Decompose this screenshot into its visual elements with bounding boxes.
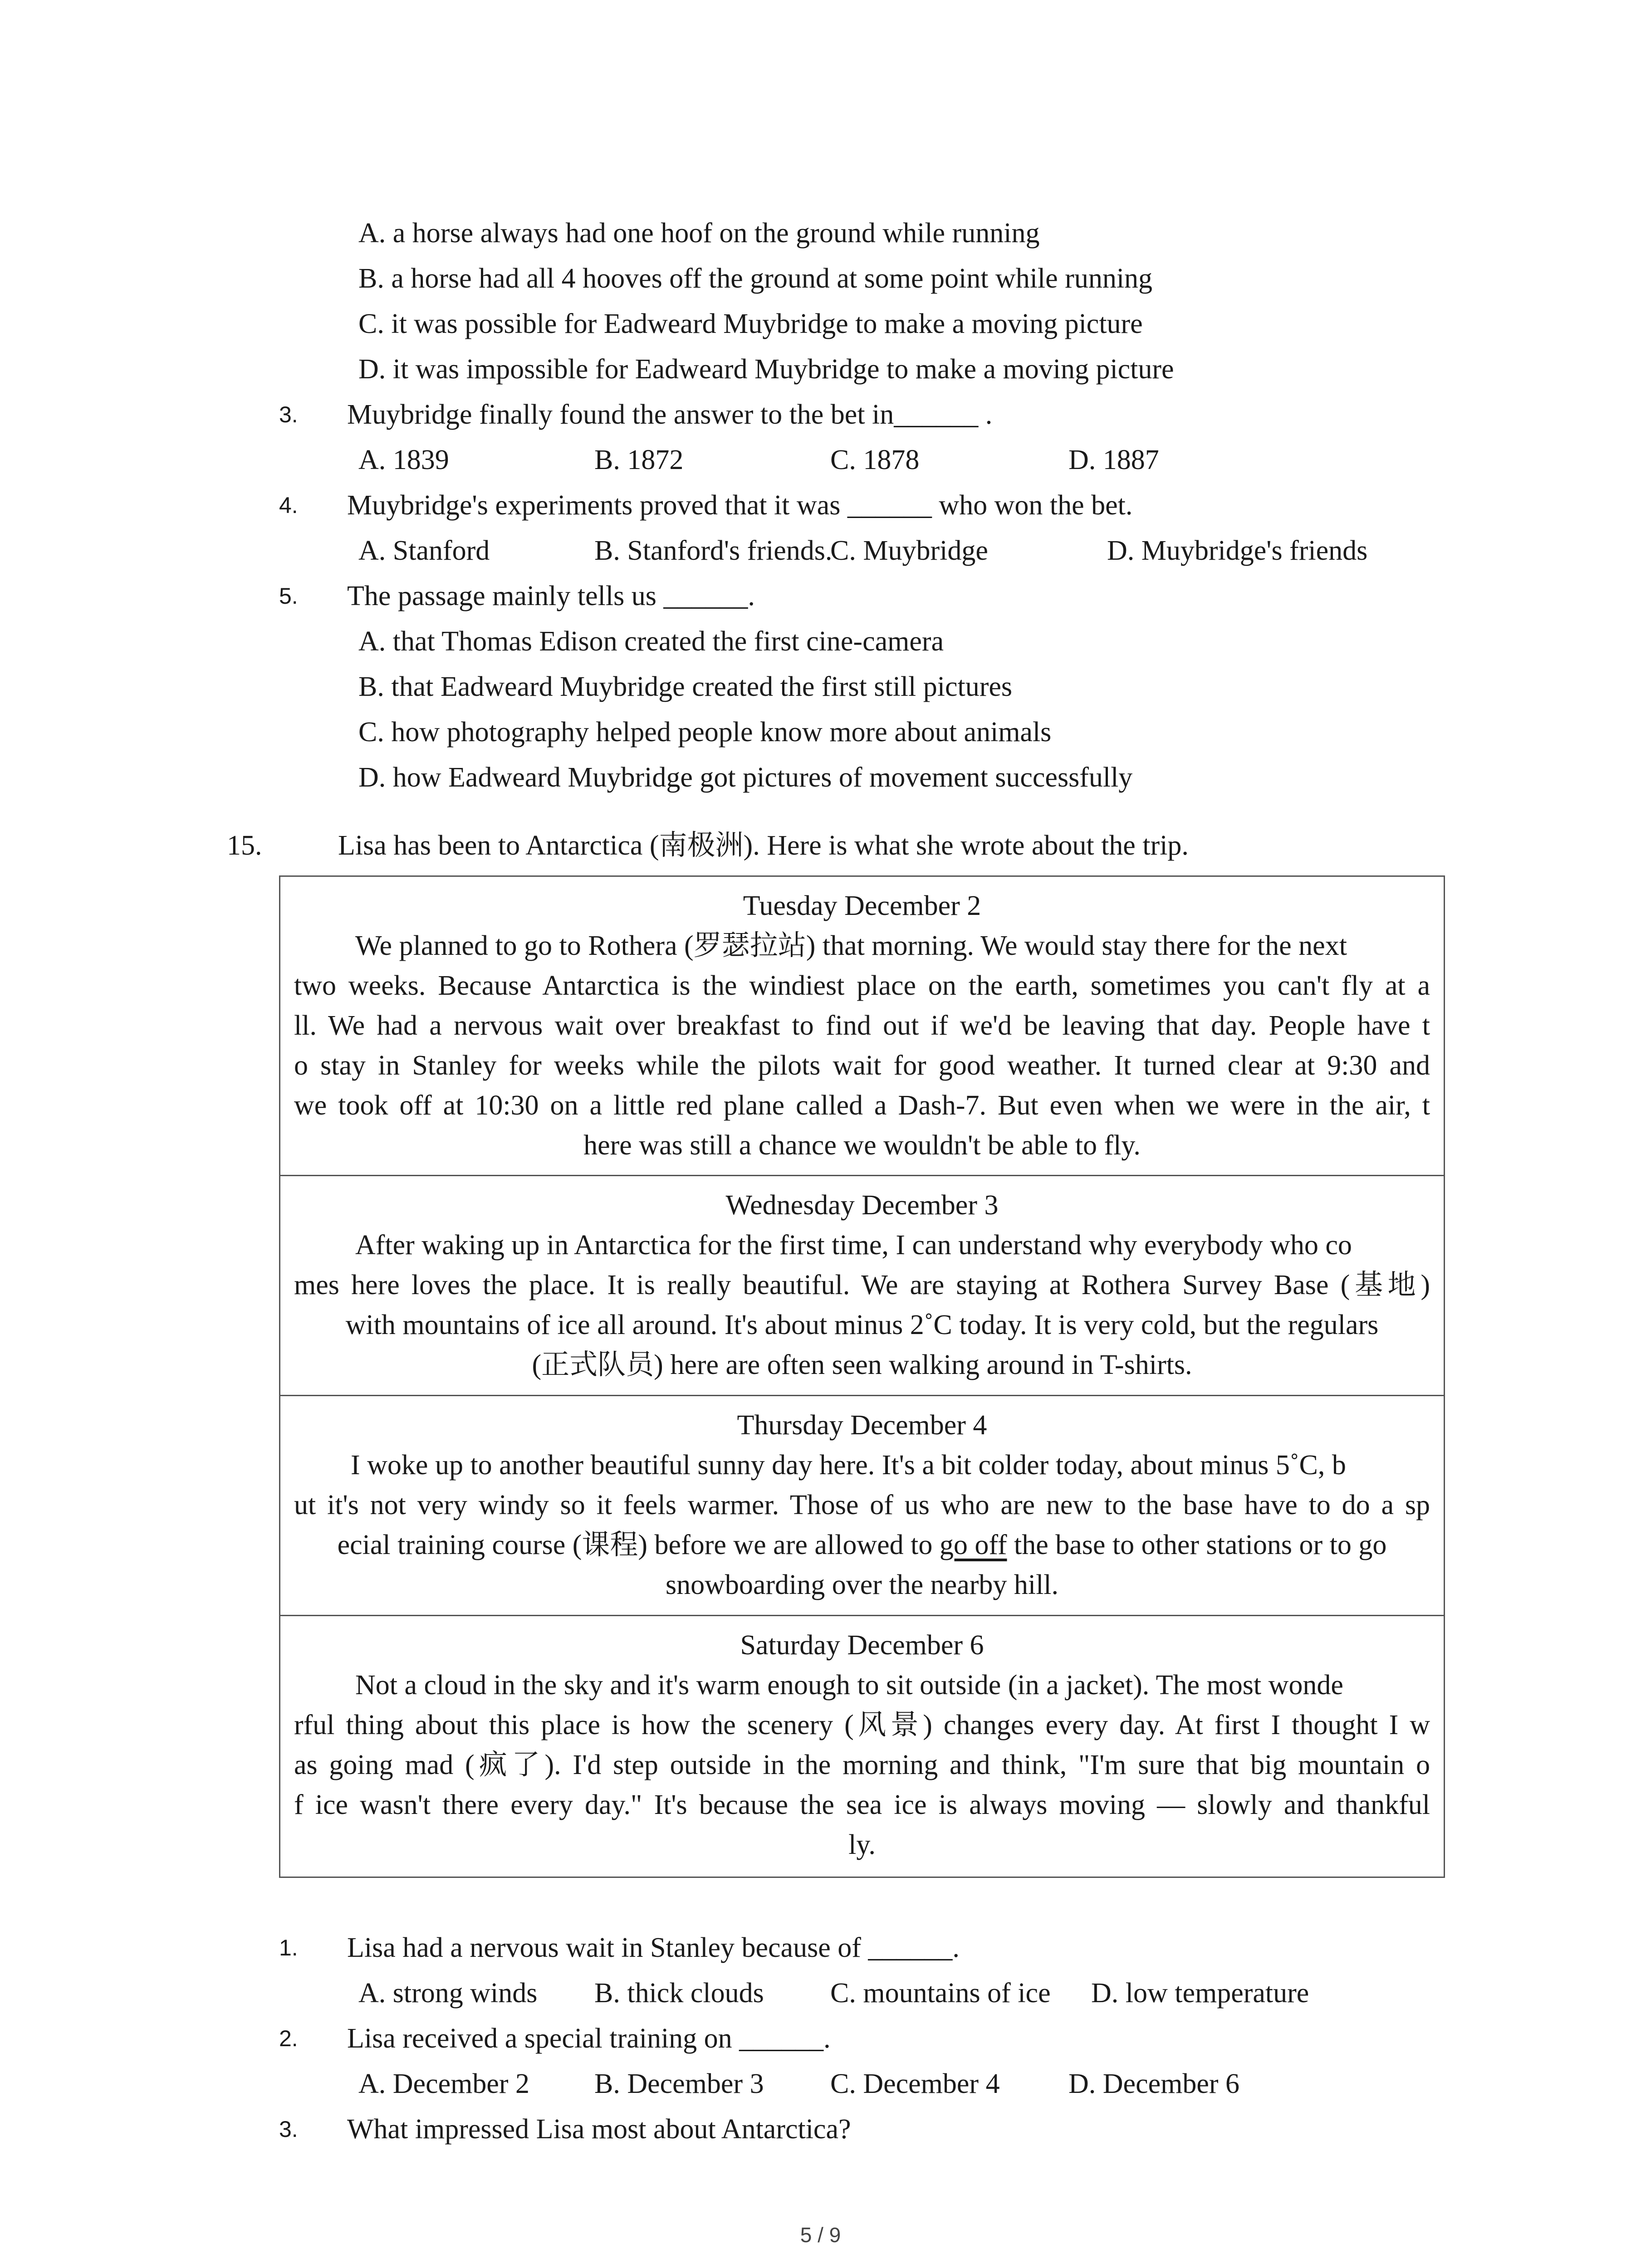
option-a: A. strong winds [358,1978,538,2009]
entry-date: Thursday December 4 [737,1410,987,1441]
entry-text-line: f ice wasn't there every day." It's because the sea ice is always moving — slowly and thankful [294,1789,1430,1820]
entry-text-line: rful thing about this place is how the scenery (风景) changes every day. At first I thought I w [294,1710,1430,1740]
question-text: The passage mainly tells us ______. [347,581,755,611]
entry-text-line: ut it's not very windy so it feels warmer. Those of us who are new to the base have to do a sp [294,1490,1430,1520]
diary-entry [280,1616,1444,1879]
section-number: 15. [227,830,262,861]
option-a: A. December 2 [358,2068,529,2099]
question-text: Lisa had a nervous wait in Stanley because of ______. [347,1932,960,1963]
page-number: 5 / 9 [800,2223,841,2247]
question-number: 4. [279,493,298,518]
option-b: B. that Eadweard Muybridge created the first still pictures [358,671,1013,702]
entry-text-line: (正式队员) here are often seen walking around in T-shirts. [532,1349,1192,1380]
option-c: C. mountains of ice [830,1978,1051,2009]
entry-text-line: mes here loves the place. It is really beautiful. We are staying at Rothera Survey Base (基地) [294,1270,1430,1300]
option-b: B. 1872 [594,445,684,475]
option-c: C. 1878 [830,445,920,475]
diary-entry [280,1396,1444,1616]
question-number: 3. [279,2116,298,2142]
entry-date: Wednesday December 3 [725,1190,999,1221]
entry-text-line: Not a cloud in the sky and it's warm enough to sit outside (in a jacket). The most wonde [355,1670,1343,1701]
option-a: A. that Thomas Edison created the first cine-camera [358,626,944,657]
option-b: B. thick clouds [594,1978,764,2009]
diary-table [279,875,1445,1878]
question-text: Muybridge finally found the answer to the bet in______ . [347,399,993,430]
option-d: D. how Eadweard Muybridge got pictures of movement successfully [358,762,1133,793]
entry-text-line: ll. We had a nervous wait over breakfast to find out if we'd be leaving that day. People have t [294,1010,1430,1041]
section-intro: Lisa has been to Antarctica (南极洲). Here is what she wrote about the trip. [338,830,1189,861]
diary-entry [280,877,1444,1176]
question-number: 2. [279,2026,298,2051]
option-b: B. December 3 [594,2068,764,2099]
diary-entry [280,1176,1444,1396]
entry-text-line: as going mad (疯了). I'd step outside in the morning and think, "I'm sure that big mountain o [294,1750,1430,1780]
option-text: A. a horse always had one hoof on the ground while running [358,218,1040,249]
option-c: C. how photography helped people know more about animals [358,717,1052,748]
question-text: Lisa received a special training on ______. [347,2023,831,2054]
entry-text-line: two weeks. Because Antarctica is the windiest place on the earth, sometimes you can't fly at a [294,970,1430,1001]
option-a: A. Stanford [358,535,490,566]
option-b: B. Stanford's friends. [594,535,833,566]
entry-text-line: we took off at 10:30 on a little red plane called a Dash-7. But even when we were in the air, t [294,1090,1430,1121]
option-d: D. 1887 [1068,445,1159,475]
entry-text-line: I woke up to another beautiful sunny day here. It's a bit colder today, about minus 5˚C, b [351,1450,1346,1481]
option-d: D. December 6 [1068,2068,1239,2099]
entry-date: Saturday December 6 [740,1630,984,1661]
entry-text-line: ly. [848,1829,876,1860]
option-d: D. low temperature [1091,1978,1309,2009]
entry-text-segment: the base to other stations or to go [1007,1530,1387,1560]
entry-text-line: with mountains of ice all around. It's about minus 2˚C today. It is very cold, but the regulars [345,1310,1379,1340]
question-number: 1. [279,1935,298,1960]
option-d: D. Muybridge's friends [1107,535,1368,566]
entry-text-line: snowboarding over the nearby hill. [665,1569,1059,1600]
entry-text-line: o stay in Stanley for weeks while the pilots wait for good weather. It turned clear at 9:30 and [294,1050,1430,1081]
entry-text-segment: ecial training course (课程) before we are allowed to [337,1530,940,1560]
question-text: Muybridge's experiments proved that it was ______ who won the bet. [347,490,1133,521]
option-c: C. Muybridge [830,535,988,566]
question-number: 3. [279,402,298,427]
entry-text-line [294,1525,1430,1565]
underlined-phrase: go off [939,1530,1007,1560]
question-number: 5. [279,583,298,609]
entry-text-line: After waking up in Antarctica for the first time, I can understand why everybody who co [355,1230,1352,1261]
question-text: What impressed Lisa most about Antarctica? [347,2114,851,2145]
entry-text-line: here was still a chance we wouldn't be able to fly. [583,1130,1141,1161]
option-c: C. December 4 [830,2068,1000,2099]
entry-date: Tuesday December 2 [743,890,981,921]
option-text: C. it was possible for Eadweard Muybridge to make a moving picture [358,308,1143,339]
option-a: A. 1839 [358,445,449,475]
entry-text-line: We planned to go to Rothera (罗瑟拉站) that morning. We would stay there for the next [355,930,1347,961]
option-text: D. it was impossible for Eadweard Muybridge to make a moving picture [358,354,1174,385]
option-text: B. a horse had all 4 hooves off the ground at some point while running [358,263,1153,294]
